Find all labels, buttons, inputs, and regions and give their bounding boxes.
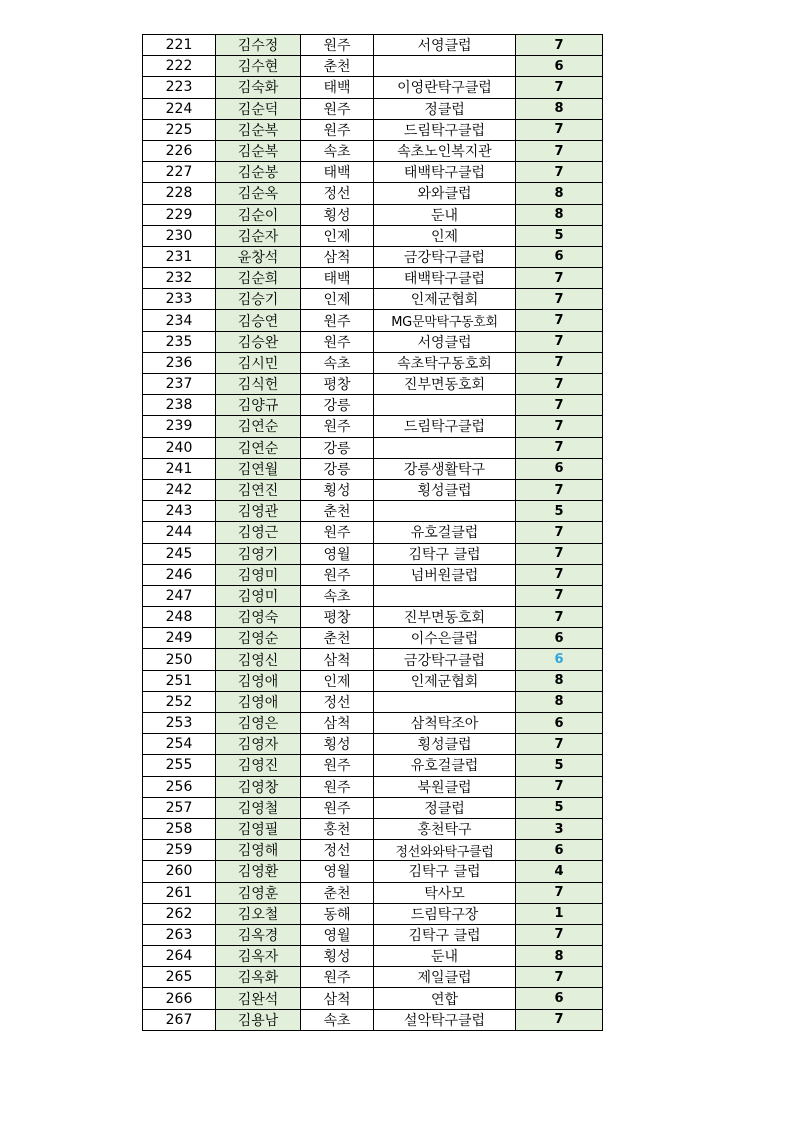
table-row	[143, 988, 603, 1009]
player-name-cell: 김숙화	[216, 77, 301, 98]
score-cell: 7	[516, 77, 603, 98]
player-name-cell: 김완석	[216, 988, 301, 1009]
score-cell: 8	[516, 98, 603, 119]
player-name-cell: 김영관	[216, 501, 301, 522]
score-cell: 7	[516, 924, 603, 945]
score-cell: 7	[516, 437, 603, 458]
club-cell: 태백탁구클럽	[374, 268, 516, 289]
row-number-cell: 252	[143, 691, 216, 712]
club-cell: 금강탁구클럽	[374, 649, 516, 670]
score-cell: 8	[516, 670, 603, 691]
table-row	[143, 458, 603, 479]
region-cell: 원주	[301, 776, 374, 797]
table-row	[143, 628, 603, 649]
score-cell: 7	[516, 543, 603, 564]
region-cell: 삼척	[301, 988, 374, 1009]
score-cell: 7	[516, 140, 603, 161]
player-name-cell: 김영해	[216, 840, 301, 861]
player-name-cell: 김양규	[216, 395, 301, 416]
table-row	[143, 734, 603, 755]
table-row	[143, 35, 603, 56]
club-cell: 인제군협회	[374, 670, 516, 691]
club-cell: 금강탁구클럽	[374, 246, 516, 267]
region-cell: 평창	[301, 374, 374, 395]
row-number-cell: 251	[143, 670, 216, 691]
score-cell: 7	[516, 967, 603, 988]
club-cell	[374, 395, 516, 416]
player-name-cell: 김영훈	[216, 882, 301, 903]
player-name-cell: 윤창석	[216, 246, 301, 267]
row-number-cell: 222	[143, 56, 216, 77]
player-name-cell: 김순자	[216, 225, 301, 246]
player-name-cell: 김영철	[216, 797, 301, 818]
region-cell: 원주	[301, 564, 374, 585]
club-cell: 인제군협회	[374, 289, 516, 310]
player-name-cell: 김영미	[216, 564, 301, 585]
region-cell: 영월	[301, 861, 374, 882]
club-cell	[374, 501, 516, 522]
region-cell: 태백	[301, 162, 374, 183]
row-number-cell: 245	[143, 543, 216, 564]
region-cell: 평창	[301, 607, 374, 628]
table-row	[143, 797, 603, 818]
score-cell: 1	[516, 903, 603, 924]
club-cell: 유호걸클럽	[374, 755, 516, 776]
region-cell: 동해	[301, 903, 374, 924]
club-cell: 정선와와탁구클럽	[374, 840, 516, 861]
club-cell: 횡성클럽	[374, 479, 516, 500]
table-row	[143, 564, 603, 585]
table-row	[143, 861, 603, 882]
player-name-cell: 김식헌	[216, 374, 301, 395]
club-cell: 탁사모	[374, 882, 516, 903]
club-cell: 둔내	[374, 946, 516, 967]
region-cell: 영월	[301, 924, 374, 945]
table-row	[143, 818, 603, 839]
score-cell: 5	[516, 755, 603, 776]
club-cell: 삼척탁조아	[374, 713, 516, 734]
table-row	[143, 204, 603, 225]
club-cell: 드림탁구클럽	[374, 119, 516, 140]
club-cell: 제일클럽	[374, 967, 516, 988]
club-cell: 김탁구 클럽	[374, 861, 516, 882]
club-cell: 김탁구 클럽	[374, 924, 516, 945]
region-cell: 춘천	[301, 882, 374, 903]
region-cell: 원주	[301, 967, 374, 988]
row-number-cell: 229	[143, 204, 216, 225]
table-row	[143, 776, 603, 797]
club-cell: 정클럽	[374, 98, 516, 119]
club-cell: 넘버원클럽	[374, 564, 516, 585]
score-cell: 7	[516, 310, 603, 331]
player-name-cell: 김연월	[216, 458, 301, 479]
table-row	[143, 395, 603, 416]
score-cell: 7	[516, 395, 603, 416]
player-name-cell: 김영기	[216, 543, 301, 564]
row-number-cell: 267	[143, 1009, 216, 1030]
row-number-cell: 247	[143, 585, 216, 606]
club-cell: 진부면동호회	[374, 607, 516, 628]
player-name-cell: 김영근	[216, 522, 301, 543]
score-cell: 7	[516, 479, 603, 500]
region-cell: 강릉	[301, 437, 374, 458]
row-number-cell: 246	[143, 564, 216, 585]
table-row	[143, 670, 603, 691]
table-row	[143, 352, 603, 373]
table-row	[143, 924, 603, 945]
row-number-cell: 234	[143, 310, 216, 331]
score-cell: 6	[516, 713, 603, 734]
score-cell: 6	[516, 649, 603, 670]
row-number-cell: 231	[143, 246, 216, 267]
player-name-cell: 김옥경	[216, 924, 301, 945]
table-row	[143, 946, 603, 967]
score-cell: 7	[516, 882, 603, 903]
score-cell: 7	[516, 564, 603, 585]
row-number-cell: 241	[143, 458, 216, 479]
row-number-cell: 240	[143, 437, 216, 458]
player-name-cell: 김승연	[216, 310, 301, 331]
score-cell: 8	[516, 183, 603, 204]
row-number-cell: 254	[143, 734, 216, 755]
row-number-cell: 258	[143, 818, 216, 839]
player-name-cell: 김승기	[216, 289, 301, 310]
player-name-cell: 김영순	[216, 628, 301, 649]
row-number-cell: 227	[143, 162, 216, 183]
club-cell: 이수은클럽	[374, 628, 516, 649]
club-cell: 이영란탁구클럽	[374, 77, 516, 98]
score-cell: 6	[516, 458, 603, 479]
score-cell: 5	[516, 225, 603, 246]
region-cell: 횡성	[301, 479, 374, 500]
row-number-cell: 257	[143, 797, 216, 818]
table-row	[143, 585, 603, 606]
table-row	[143, 713, 603, 734]
club-cell	[374, 691, 516, 712]
player-name-cell: 김시민	[216, 352, 301, 373]
score-cell: 7	[516, 119, 603, 140]
row-number-cell: 238	[143, 395, 216, 416]
player-name-cell: 김수현	[216, 56, 301, 77]
player-name-cell: 김영신	[216, 649, 301, 670]
table-row	[143, 183, 603, 204]
score-cell: 7	[516, 416, 603, 437]
table-row	[143, 119, 603, 140]
player-name-cell: 김영자	[216, 734, 301, 755]
row-number-cell: 261	[143, 882, 216, 903]
row-number-cell: 256	[143, 776, 216, 797]
region-cell: 원주	[301, 797, 374, 818]
region-cell: 태백	[301, 268, 374, 289]
row-number-cell: 235	[143, 331, 216, 352]
player-name-cell: 김영미	[216, 585, 301, 606]
region-cell: 인제	[301, 289, 374, 310]
club-cell	[374, 56, 516, 77]
table-row	[143, 543, 603, 564]
player-name-cell: 김순복	[216, 140, 301, 161]
region-cell: 인제	[301, 670, 374, 691]
club-cell	[374, 437, 516, 458]
region-cell: 원주	[301, 522, 374, 543]
region-cell: 원주	[301, 755, 374, 776]
score-cell: 7	[516, 734, 603, 755]
club-cell: 태백탁구클럽	[374, 162, 516, 183]
score-cell: 7	[516, 268, 603, 289]
row-number-cell: 230	[143, 225, 216, 246]
player-name-cell: 김용남	[216, 1009, 301, 1030]
row-number-cell: 248	[143, 607, 216, 628]
row-number-cell: 228	[143, 183, 216, 204]
roster-table	[142, 34, 603, 1031]
player-name-cell: 김영애	[216, 670, 301, 691]
table-row	[143, 1009, 603, 1030]
region-cell: 횡성	[301, 734, 374, 755]
row-number-cell: 249	[143, 628, 216, 649]
player-name-cell: 김순덕	[216, 98, 301, 119]
score-cell: 7	[516, 374, 603, 395]
player-name-cell: 김영진	[216, 755, 301, 776]
club-cell: MG문막탁구동호회	[374, 310, 516, 331]
player-name-cell: 김순옥	[216, 183, 301, 204]
club-cell: 서영클럽	[374, 35, 516, 56]
player-name-cell: 김옥화	[216, 967, 301, 988]
table-row	[143, 310, 603, 331]
table-row	[143, 691, 603, 712]
club-cell: 와와클럽	[374, 183, 516, 204]
table-row	[143, 437, 603, 458]
player-name-cell: 김수정	[216, 35, 301, 56]
club-cell: 횡성클럽	[374, 734, 516, 755]
row-number-cell: 224	[143, 98, 216, 119]
table-row	[143, 268, 603, 289]
score-cell: 6	[516, 628, 603, 649]
row-number-cell: 253	[143, 713, 216, 734]
table-row	[143, 882, 603, 903]
table-row	[143, 479, 603, 500]
club-cell: 김탁구 클럽	[374, 543, 516, 564]
club-cell: 홍천탁구	[374, 818, 516, 839]
region-cell: 원주	[301, 98, 374, 119]
club-cell: 북원클럽	[374, 776, 516, 797]
score-cell: 6	[516, 840, 603, 861]
score-cell: 7	[516, 585, 603, 606]
club-cell: 유호걸클럽	[374, 522, 516, 543]
score-cell: 7	[516, 162, 603, 183]
row-number-cell: 233	[143, 289, 216, 310]
region-cell: 속초	[301, 585, 374, 606]
row-number-cell: 255	[143, 755, 216, 776]
player-name-cell: 김승완	[216, 331, 301, 352]
row-number-cell: 265	[143, 967, 216, 988]
score-cell: 8	[516, 946, 603, 967]
score-cell: 7	[516, 1009, 603, 1030]
table-row	[143, 416, 603, 437]
player-name-cell: 김영창	[216, 776, 301, 797]
table-row	[143, 967, 603, 988]
table-row	[143, 522, 603, 543]
club-cell: 정클럽	[374, 797, 516, 818]
club-cell: 진부면동호회	[374, 374, 516, 395]
table-row	[143, 98, 603, 119]
region-cell: 춘천	[301, 501, 374, 522]
player-name-cell: 김영환	[216, 861, 301, 882]
player-name-cell: 김순복	[216, 119, 301, 140]
region-cell: 속초	[301, 352, 374, 373]
club-cell: 둔내	[374, 204, 516, 225]
score-cell: 7	[516, 522, 603, 543]
club-cell: 설악탁구클럽	[374, 1009, 516, 1030]
score-cell: 6	[516, 246, 603, 267]
club-cell: 드림탁구장	[374, 903, 516, 924]
score-cell: 7	[516, 607, 603, 628]
table-row	[143, 649, 603, 670]
region-cell: 정선	[301, 691, 374, 712]
region-cell: 강릉	[301, 458, 374, 479]
region-cell: 춘천	[301, 56, 374, 77]
score-cell: 7	[516, 776, 603, 797]
table-row	[143, 607, 603, 628]
club-cell: 속초노인복지관	[374, 140, 516, 161]
region-cell: 영월	[301, 543, 374, 564]
club-cell: 강릉생활탁구	[374, 458, 516, 479]
club-cell: 서영클럽	[374, 331, 516, 352]
score-cell: 8	[516, 691, 603, 712]
score-cell: 7	[516, 35, 603, 56]
club-cell: 속초탁구동호회	[374, 352, 516, 373]
club-cell: 드림탁구클럽	[374, 416, 516, 437]
region-cell: 삼척	[301, 649, 374, 670]
table-row	[143, 374, 603, 395]
player-name-cell: 김영애	[216, 691, 301, 712]
table-row	[143, 331, 603, 352]
region-cell: 횡성	[301, 946, 374, 967]
club-cell: 연합	[374, 988, 516, 1009]
player-name-cell: 김순희	[216, 268, 301, 289]
region-cell: 원주	[301, 416, 374, 437]
region-cell: 정선	[301, 840, 374, 861]
player-name-cell: 김영숙	[216, 607, 301, 628]
row-number-cell: 239	[143, 416, 216, 437]
table-row	[143, 840, 603, 861]
score-cell: 7	[516, 331, 603, 352]
player-name-cell: 김연순	[216, 416, 301, 437]
table-row	[143, 77, 603, 98]
region-cell: 정선	[301, 183, 374, 204]
region-cell: 원주	[301, 331, 374, 352]
player-name-cell: 김연진	[216, 479, 301, 500]
row-number-cell: 236	[143, 352, 216, 373]
row-number-cell: 262	[143, 903, 216, 924]
table-row	[143, 162, 603, 183]
row-number-cell: 237	[143, 374, 216, 395]
row-number-cell: 243	[143, 501, 216, 522]
region-cell: 속초	[301, 140, 374, 161]
club-cell	[374, 585, 516, 606]
score-cell: 8	[516, 204, 603, 225]
row-number-cell: 266	[143, 988, 216, 1009]
row-number-cell: 232	[143, 268, 216, 289]
score-cell: 5	[516, 501, 603, 522]
score-cell: 7	[516, 289, 603, 310]
region-cell: 횡성	[301, 204, 374, 225]
row-number-cell: 221	[143, 35, 216, 56]
region-cell: 인제	[301, 225, 374, 246]
score-cell: 6	[516, 56, 603, 77]
score-cell: 7	[516, 352, 603, 373]
region-cell: 원주	[301, 35, 374, 56]
score-cell: 5	[516, 797, 603, 818]
table-row	[143, 903, 603, 924]
row-number-cell: 260	[143, 861, 216, 882]
table-row	[143, 755, 603, 776]
table-row	[143, 246, 603, 267]
region-cell: 속초	[301, 1009, 374, 1030]
player-name-cell: 김옥자	[216, 946, 301, 967]
player-name-cell: 김오철	[216, 903, 301, 924]
region-cell: 홍천	[301, 818, 374, 839]
row-number-cell: 223	[143, 77, 216, 98]
row-number-cell: 244	[143, 522, 216, 543]
row-number-cell: 242	[143, 479, 216, 500]
player-name-cell: 김순이	[216, 204, 301, 225]
score-cell: 4	[516, 861, 603, 882]
row-number-cell: 250	[143, 649, 216, 670]
region-cell: 삼척	[301, 246, 374, 267]
player-name-cell: 김연순	[216, 437, 301, 458]
player-name-cell: 김순봉	[216, 162, 301, 183]
player-name-cell: 김영은	[216, 713, 301, 734]
roster-table-body	[143, 35, 603, 1031]
region-cell: 원주	[301, 310, 374, 331]
table-row	[143, 501, 603, 522]
table-row	[143, 225, 603, 246]
score-cell: 3	[516, 818, 603, 839]
row-number-cell: 263	[143, 924, 216, 945]
region-cell: 강릉	[301, 395, 374, 416]
region-cell: 원주	[301, 119, 374, 140]
region-cell: 춘천	[301, 628, 374, 649]
row-number-cell: 226	[143, 140, 216, 161]
player-name-cell: 김영필	[216, 818, 301, 839]
table-row	[143, 140, 603, 161]
score-cell: 6	[516, 988, 603, 1009]
row-number-cell: 259	[143, 840, 216, 861]
table-row	[143, 289, 603, 310]
club-cell: 인제	[374, 225, 516, 246]
row-number-cell: 225	[143, 119, 216, 140]
region-cell: 태백	[301, 77, 374, 98]
row-number-cell: 264	[143, 946, 216, 967]
table-row	[143, 56, 603, 77]
region-cell: 삼척	[301, 713, 374, 734]
